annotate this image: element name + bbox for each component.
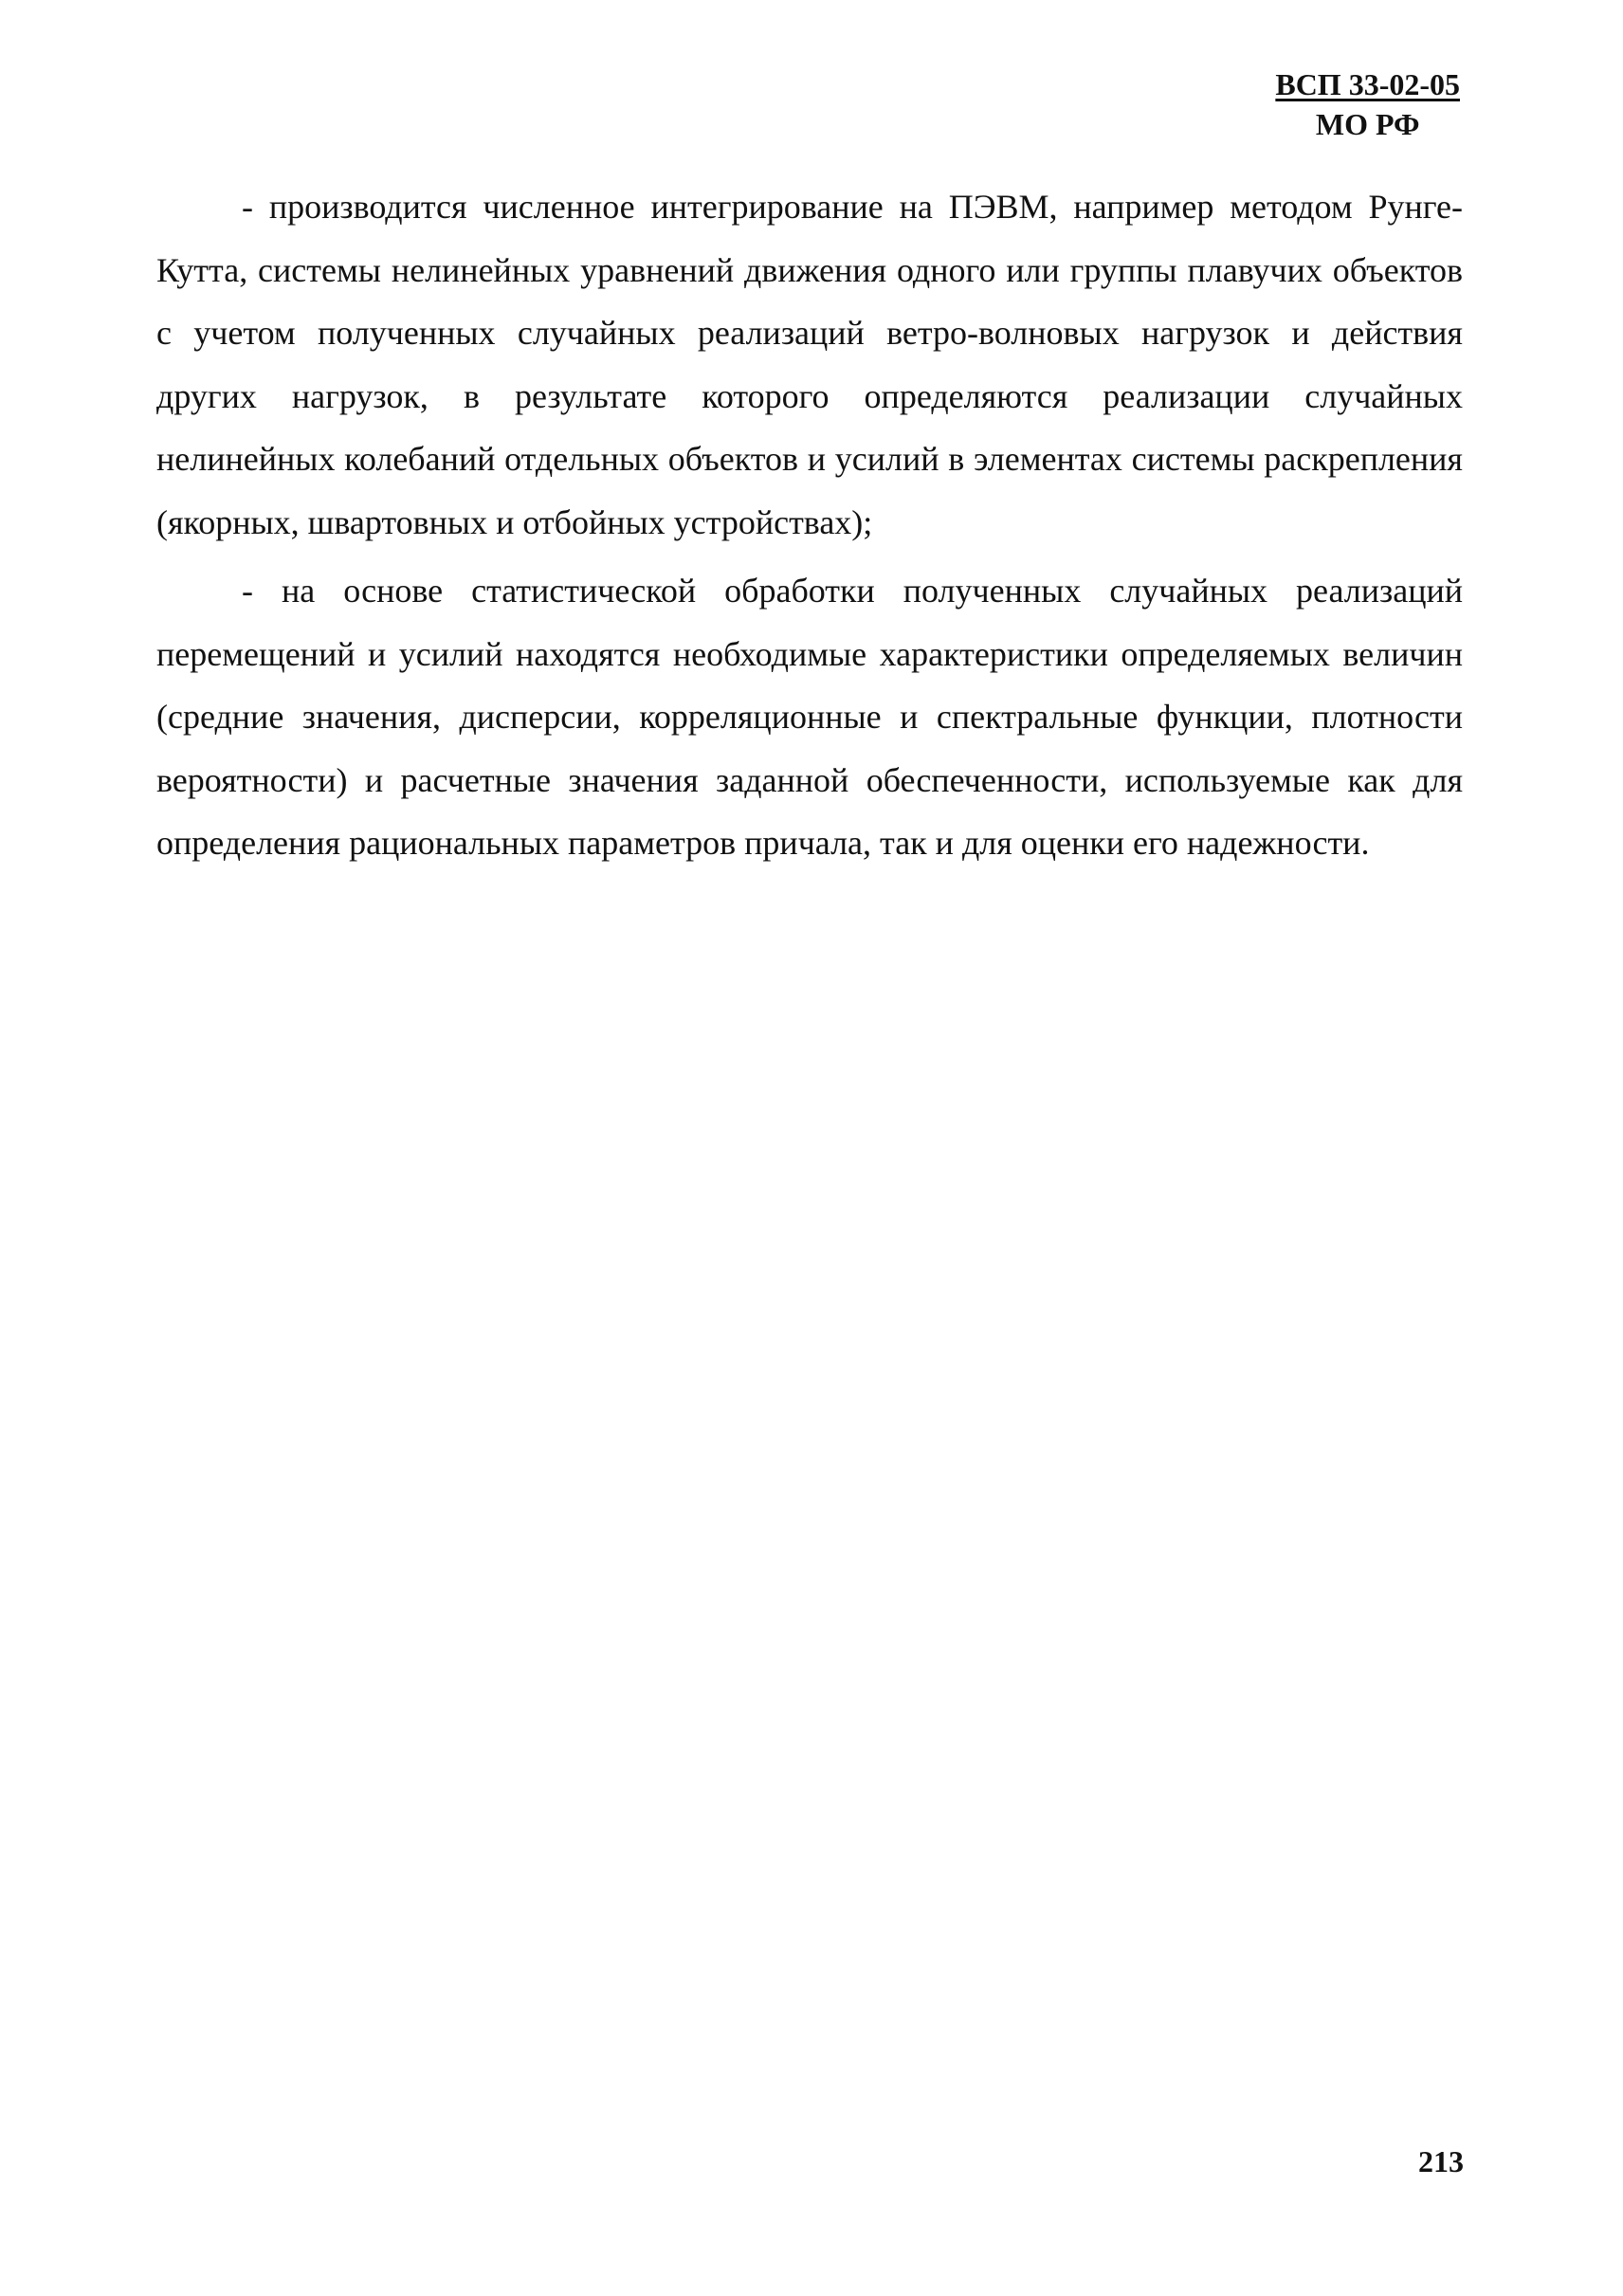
organization-label: МО РФ: [1315, 107, 1420, 141]
paragraph: - на основе статистической обработки полученных случайных реализаций перемещений и усилий находятся необходимые характеристики определяемых величин (средние значения, дисперсии, корреляционные и спектральные функции, плотности вероятности) и расчетные значения заданной обеспеченности, используемые как для определения рациональных параметров причала, так и для оценки его надежности.: [156, 572, 1463, 862]
body-text: [156, 175, 1463, 881]
paragraph: - производится численное интегрирование на ПЭВМ, например методом Рунге-Кутта, системы нелинейных уравнений движения одного или группы плавучих объектов с учетом полученных случайных реализаций ветро-волновых нагрузок и действия других нагрузок, в результате которого определяются реализации случайных нелинейных колебаний отдельных объектов и усилий в элементах системы раскрепления (якорных, швартовных и отбойных устройствах);: [156, 188, 1463, 541]
document-header: [1275, 64, 1460, 144]
page-number: 213: [1418, 2144, 1464, 2178]
doc-code: ВСП 33-02-05: [1275, 67, 1460, 101]
